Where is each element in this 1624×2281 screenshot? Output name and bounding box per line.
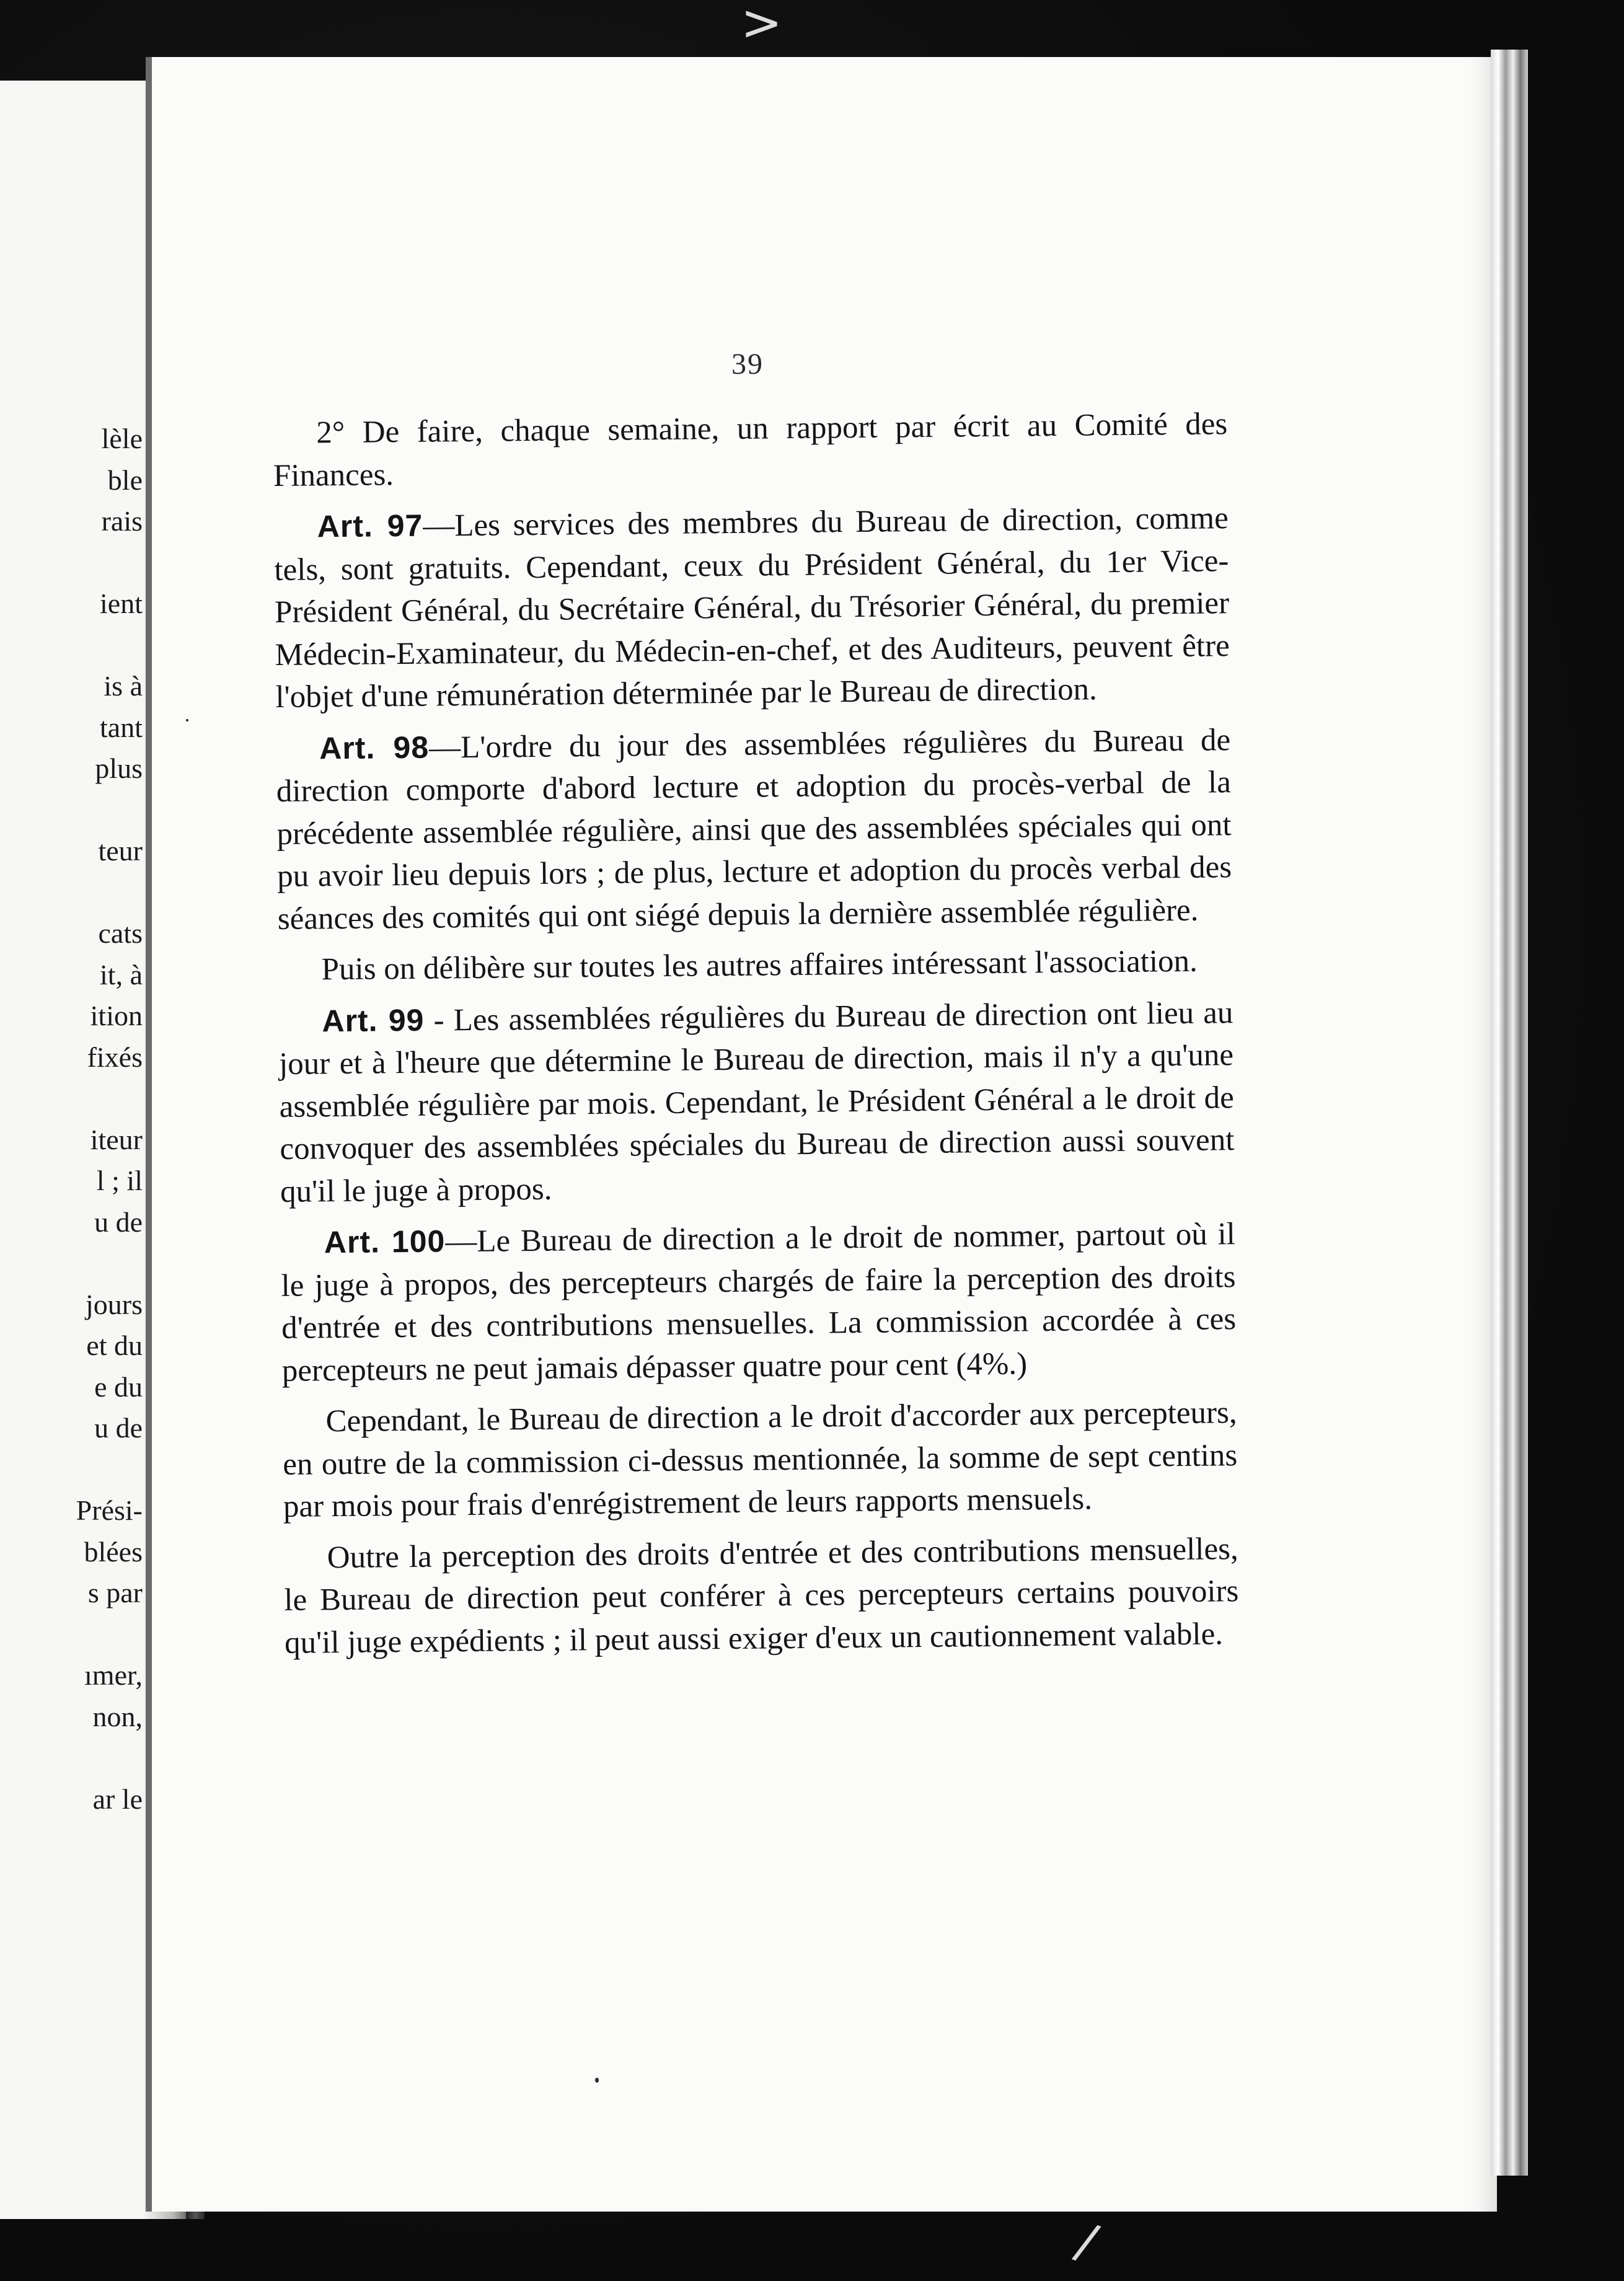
scan-mark-bottom: / xyxy=(1069,2212,1105,2272)
page-body xyxy=(273,403,1239,1673)
paragraph-art-98-text: —L'ordre du jour des assemblées régulières du Bureau de direction comporte d'abord lecture et adoption du procès-verbal de la précédente assemblée régulière, ainsi que des assemblées spéciales qui ont pu avoir lieu depuis lors ; de plus, lecture et adoption du procès verbal des séances des comités qui ont siégé depuis la dernière assemblée régulière. xyxy=(276,722,1232,937)
paragraph-art-97-text: —Les services des membres du Bureau de direction, comme tels, sont gratuits. Cependant, ceux du Président Général, du 1er Vice-Président Général, du Secrétaire Général, du Trésorier Général, du premier Médecin-Examinateur, du Médecin-en-chef, et des Auditeurs, peuvent être l'objet d'une rémunération déterminée par le Bureau de direction. xyxy=(274,501,1230,715)
ink-speck xyxy=(595,2078,599,2083)
article-label-100: Art. 100 xyxy=(324,1224,446,1260)
left-page-line: ition xyxy=(90,1000,143,1031)
paragraph-art-99 xyxy=(278,991,1235,1213)
left-page-line: l ; il xyxy=(96,1165,143,1196)
left-page-line: is à xyxy=(104,670,143,702)
article-label-98: Art. 98 xyxy=(319,730,430,765)
paragraph-7-text: Outre la perception des droits d'entrée et des contributions mensuelles, le Bureau de direction peut conférer à ces percepteurs certains pouvoirs qu'il juge expédients ; il peut aussi exiger d'eux un cautionnement valable. xyxy=(284,1531,1239,1661)
page-edges xyxy=(1491,50,1528,2176)
scan-mark-top: > xyxy=(741,0,783,51)
left-page-line: ient xyxy=(100,588,143,619)
paragraph-0-text: 2° De faire, chaque semaine, un rapport par écrit au Comité des Finances. xyxy=(273,407,1228,493)
left-page-line: e du xyxy=(94,1370,143,1403)
left-page-line: jours xyxy=(86,1288,143,1320)
paragraph-art-100-text: —Le Bureau de direction a le droit de nommer, partout où il le juge à propos, des percepteurs chargés de faire la perception des droits d'entrée et des contributions mensuelles. La commission accordée à ces percepteurs ne peut jamais dépasser quatre pour cent (4%.) xyxy=(281,1217,1237,1388)
left-page-line: ımer, xyxy=(84,1659,143,1691)
paragraph-6 xyxy=(282,1392,1238,1528)
paragraph-3-text: Puis on délibère sur toutes les autres affaires intéressant l'association. xyxy=(321,943,1198,987)
ink-speck xyxy=(186,719,188,721)
article-label-99: Art. 99 xyxy=(322,1002,425,1038)
left-page-line: iteur xyxy=(90,1123,143,1155)
paragraph-art-98 xyxy=(276,718,1232,940)
paragraph-3 xyxy=(278,940,1233,991)
left-page-line: ble xyxy=(107,464,143,496)
left-page-line: non, xyxy=(92,1700,143,1732)
left-page-line: u de xyxy=(94,1206,143,1238)
left-page-line: u de xyxy=(94,1412,143,1444)
left-page-line: ar le xyxy=(92,1783,143,1815)
left-page-line: lèle xyxy=(101,423,143,454)
page-number: 39 xyxy=(731,348,764,381)
left-page-line: blées xyxy=(84,1535,143,1568)
left-page-line: cats xyxy=(98,917,143,949)
left-page-line: tant xyxy=(100,711,143,743)
left-page-line: s par xyxy=(87,1577,143,1608)
left-page-line: Prési- xyxy=(76,1494,143,1526)
paragraph-art-99-text: - Les assemblées régulières du Bureau de direction ont lieu au jour et à l'heure que détermine le Bureau de direction, mais il n'y a qu'une assemblée régulière par mois. Cependant, le Président Général a le droit de convoquer des assemblées spéciales du Bureau de direction aussi souvent qu'il le juge à propos. xyxy=(278,995,1235,1209)
paragraph-7 xyxy=(283,1528,1239,1664)
paragraph-art-97 xyxy=(273,496,1230,718)
left-page-line: fixés xyxy=(87,1041,143,1073)
left-page-line: teur xyxy=(98,835,143,867)
left-page-line: et du xyxy=(86,1330,143,1361)
left-page-line: it, à xyxy=(100,958,143,990)
paragraph-art-100 xyxy=(281,1212,1237,1392)
left-page-line: rais xyxy=(101,505,143,537)
article-label-97: Art. 97 xyxy=(317,508,423,544)
left-page-line: plus xyxy=(95,752,143,784)
paragraph-0 xyxy=(273,403,1228,497)
paragraph-6-text: Cependant, le Bureau de direction a le droit d'accorder aux percepteurs, en outre de la commission ci-dessus mentionnée, la somme de sept centins par mois pour frais d'enrégistrement de leurs rapports mensuels. xyxy=(283,1395,1238,1524)
